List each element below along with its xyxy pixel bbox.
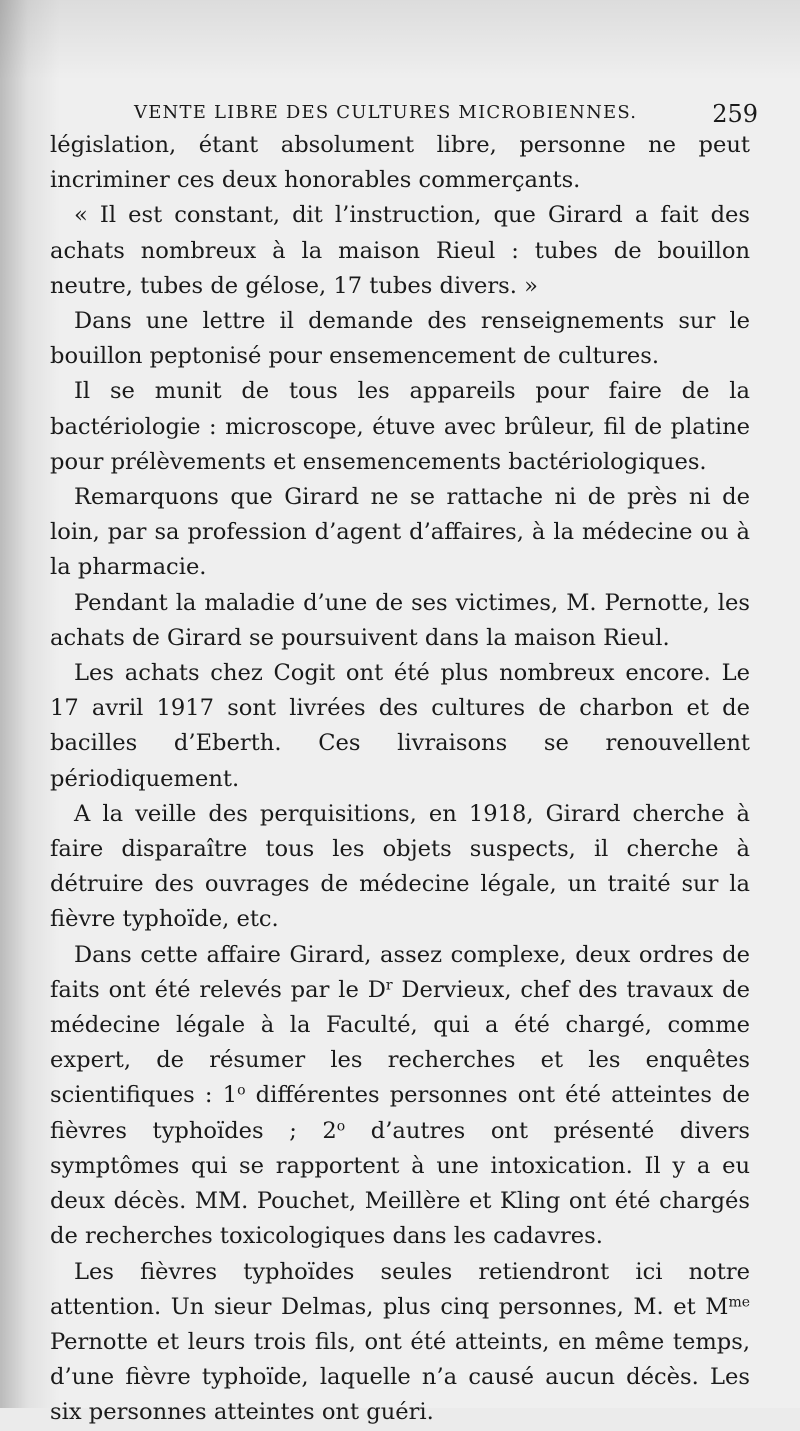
paragraph-text: Les fièvres typhoïdes seules retiendront ici notre attention. Un sieur Delmas, plus cinq personnes, M. et M	[50, 1258, 750, 1320]
superscript: o	[237, 1082, 246, 1099]
paragraph: Les achats chez Cogit ont été plus nombreux encore. Le 17 avril 1917 sont livrées des cultures de charbon et de bacilles d’Eberth. Ces livraisons se renouvellent périodiquement.	[50, 660, 750, 792]
paragraph: Pendant la maladie d’une de ses victimes, M. Pernotte, les achats de Girard se poursuivent dans la maison Rieul.	[50, 589, 750, 651]
superscript: r	[385, 977, 393, 994]
paragraph	[50, 938, 750, 1255]
paragraph: Remarquons que Girard ne se rattache ni de près ni de loin, par sa profession d’agent d’affaires, à la médecine ou à la pharmacie.	[50, 484, 750, 581]
paragraph: Il se munit de tous les appareils pour faire de la bactériologie : microscope, étuve avec brûleur, fil de platine pour prélèvements et ensemencements bactériologiques.	[50, 378, 750, 475]
paragraph-text: Dans cette affaire Girard, assez complexe, deux ordres de faits ont été relevés par le D	[50, 941, 750, 1003]
paragraph-text: Dervieux, chef des travaux de médecine légale à la Faculté, qui a été chargé, comme expert, de résumer les recherches et les enquêtes scientifiques : 1	[50, 976, 750, 1109]
body-text	[50, 128, 750, 1431]
running-title: VENTE LIBRE DES CULTURES MICROBIENNES.	[134, 102, 638, 123]
paragraph: Dans une lettre il demande des renseignements sur le bouillon peptonisé pour ensemencement de cultures.	[50, 308, 750, 370]
superscript: me	[728, 1294, 750, 1310]
paragraph: « Il est constant, dit l’instruction, que Girard a fait des achats nombreux à la maison Rieul : tubes de bouillon neutre, tubes de gélose, 17 tubes divers. »	[50, 202, 750, 299]
paragraph-text: Pernotte et leurs trois fils, ont été atteints, en même temps, d’une fièvre typhoïde, laquelle n’a causé aucun décès. Les six personnes atteintes ont guéri.	[50, 1328, 750, 1426]
paragraph: législation, étant absolument libre, personne ne peut incriminer ces deux honorables commerçants.	[50, 132, 750, 194]
page-number: 259	[712, 100, 758, 128]
superscript: o	[336, 1117, 346, 1134]
paragraph: A la veille des perquisitions, en 1918, Girard cherche à faire disparaître tous les objets suspects, il cherche à détruire des ouvrages de médecine légale, un traité sur la fièvre typhoïde, etc.	[50, 800, 750, 933]
page-header	[120, 100, 758, 130]
paragraph	[50, 1255, 750, 1431]
paragraph-text: d’autres ont présenté divers symptômes qui se rapportent à une intoxication. Il y a eu deux décès. MM. Pouchet, Meillère et Kling ont été chargés de recherches toxicologiques dans les cadavres.	[50, 1117, 751, 1250]
paragraph-text: différentes personnes ont été atteintes de fièvres typhoïdes ; 2	[50, 1082, 750, 1144]
